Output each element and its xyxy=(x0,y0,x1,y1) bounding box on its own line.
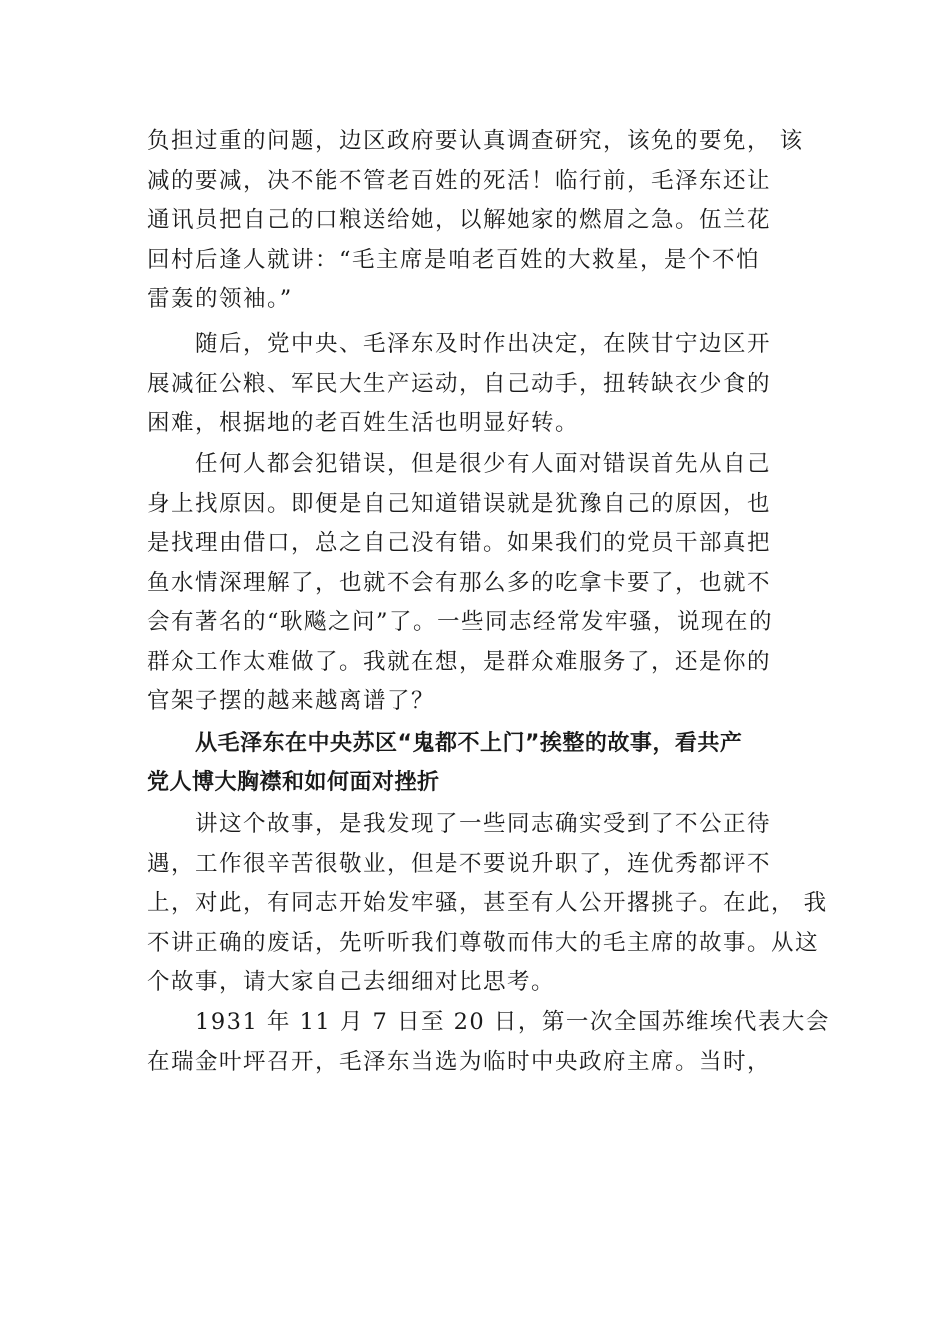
paragraph-line: 不讲正确的废话，先听听我们尊敬而伟大的毛主席的故事。从这 xyxy=(147,929,820,956)
paragraph-1 xyxy=(147,122,817,320)
heading-line: 从毛泽东在中央苏区“鬼都不上门”挨整的故事，看共产 xyxy=(195,731,743,756)
paragraph-line: 讲这个故事，是我发现了一些同志确实受到了不公正待 xyxy=(195,811,772,837)
paragraph-line: 回村后逢人就讲：“毛主席是咱老百姓的大救星，是个不怕 xyxy=(147,246,761,273)
paragraph-line: 负担过重的问题，边区政府要认真调查研究，该免的要免， 该 xyxy=(147,128,804,154)
section-heading xyxy=(147,724,827,802)
paragraph-line: 雷轰的领袖。” xyxy=(147,286,293,312)
heading-line: 党人博大胸襟和如何面对挫折 xyxy=(147,770,440,795)
paragraph-line: 困难，根据地的老百姓生活也明显好转。 xyxy=(147,410,580,436)
paragraph-4 xyxy=(147,805,828,1003)
paragraph-line: 会有著名的“耿飚之问”了。一些同志经常发牢骚，说现在的 xyxy=(147,609,774,635)
paragraph-line: 1931 年 11 月 7 日至 20 日，第一次全国苏维埃代表大会 xyxy=(195,1009,830,1035)
paragraph-line: 群众工作太难做了。我就在想，是群众难服务了，还是你的 xyxy=(147,648,772,675)
paragraph-line: 任何人都会犯错误，但是很少有人面对错误首先从自己 xyxy=(195,451,772,477)
paragraph-line: 展减征公粮、军民大生产运动，自己动手，扭转缺衣少食的 xyxy=(147,370,772,397)
paragraph-2 xyxy=(147,325,817,444)
paragraph-line: 官架子摆的越来越离谱了？ xyxy=(147,688,436,714)
paragraph-5 xyxy=(147,1003,830,1082)
paragraph-line: 个故事，请大家自己去细细对比思考。 xyxy=(147,969,556,995)
paragraph-line: 随后，党中央、毛泽东及时作出决定，在陕甘宁边区开 xyxy=(195,331,772,357)
paragraph-line: 上，对此，有同志开始发牢骚，甚至有人公开撂挑子。在此， 我 xyxy=(147,890,828,916)
paragraph-line: 通讯员把自己的口粮送给她，以解她家的燃眉之急。伍兰花 xyxy=(147,207,772,233)
paragraph-line: 遇，工作很辛苦很敬业，但是不要说升职了，连优秀都评不 xyxy=(147,850,772,877)
paragraph-3 xyxy=(147,445,817,722)
paragraph-line: 是找理由借口，总之自己没有错。如果我们的党员干部真把 xyxy=(147,530,772,556)
paragraph-line: 身上找原因。即便是自己知道错误就是犹豫自己的原因，也 xyxy=(147,490,772,517)
paragraph-line: 鱼水情深理解了，也就不会有那么多的吃拿卡要了，也就不 xyxy=(147,569,772,596)
paragraph-line: 在瑞金叶坪召开，毛泽东当选为临时中央政府主席。当时， xyxy=(147,1048,772,1075)
paragraph-line: 减的要减，决不能不管老百姓的死活！临行前，毛泽东还让 xyxy=(147,167,772,194)
